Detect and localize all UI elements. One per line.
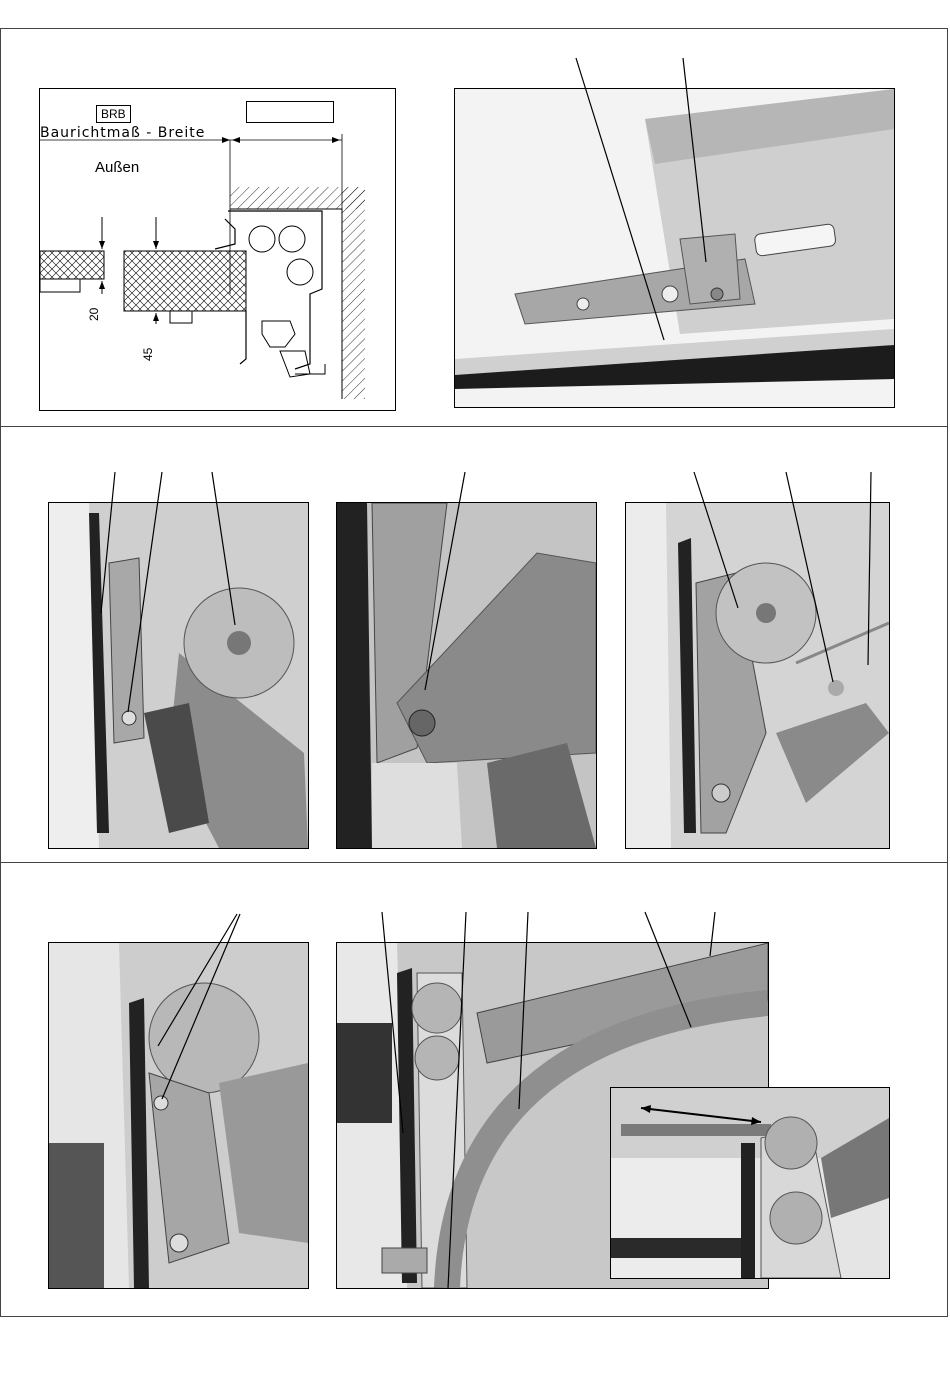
brb-label: BRB (96, 105, 131, 123)
photo-hinge-bolts (48, 942, 309, 1289)
photo-bottom-bracket (454, 88, 895, 408)
photo-hinge-left (48, 502, 309, 849)
dimension-20: 20 (87, 307, 101, 321)
photo-hinge-center (336, 502, 597, 849)
row-divider-1 (0, 426, 948, 427)
aussen-label: Außen (95, 159, 140, 176)
brb-value-box (246, 101, 334, 123)
photo-hinge-right (625, 502, 890, 849)
dimension-45: 45 (141, 347, 155, 361)
cross-section-drawing (39, 88, 396, 411)
baurichtmass-label: Baurichtmaß - Breite (40, 125, 206, 141)
photo-inset-measurement (610, 1087, 890, 1279)
row-divider-2 (0, 862, 948, 863)
